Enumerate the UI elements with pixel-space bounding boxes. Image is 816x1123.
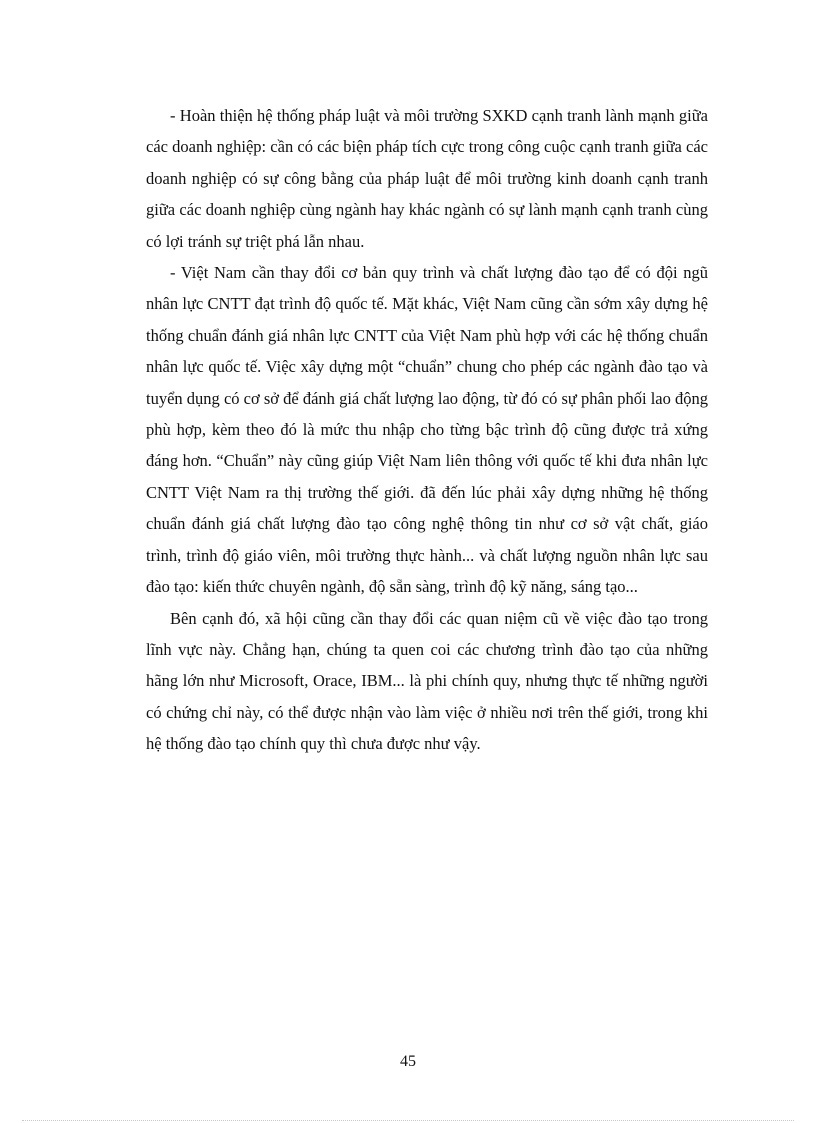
- paragraph-social-perception: Bên cạnh đó, xã hội cũng cần thay đổi các quan niệm cũ về việc đào tạo trong lĩnh vực này. Chẳng hạn, chúng ta quen coi các chương trình đào tạo của những hãng lớn như Microsoft, Orace, IBM... là phi chính quy, nhưng thực tế những người có chứng chỉ này, có thể được nhận vào làm việc ở nhiều nơi trên thế giới, trong khi hệ thống đào tạo chính quy thì chưa được như vậy.: [146, 608, 708, 754]
- page-number: 45: [400, 1053, 416, 1070]
- paragraph-competition-law: - Hoàn thiện hệ thống pháp luật và môi trường SXKD cạnh tranh lành mạnh giữa các doanh nghiệp: cần có các biện pháp tích cực trong công cuộc cạnh tranh giữa các doanh nghiệp có sự công bằng của pháp luật để môi trường kinh doanh cạnh tranh giữa các doanh nghiệp cùng ngành hay khác ngành có sự lành mạnh cạnh tranh cùng có lợi tránh sự triệt phá lẫn nhau.: [146, 106, 708, 251]
- footer-divider: [22, 1120, 794, 1121]
- paragraph-it-training-standards: - Việt Nam cần thay đổi cơ bản quy trình và chất lượng đào tạo để có đội ngũ nhân lực CNTT đạt trình độ quốc tế. Mặt khác, Việt Nam cũng cần sớm xây dựng hệ thống chuẩn đánh giá nhân lực CNTT của Việt Nam phù hợp với các hệ thống chuẩn nhân lực quốc tế. Việc xây dựng một “chuẩn” chung cho phép các ngành đào tạo và tuyển dụng có cơ sở để đánh giá chất lượng lao động, từ đó có sự phân phối lao động phù hợp, kèm theo đó là mức thu nhập cho từng bậc trình độ cũng được trả xứng đáng hơn. “Chuẩn” này cũng giúp Việt Nam liên thông với quốc tế khi đưa nhân lực CNTT Việt Nam ra thị trường thế giới. đã đến lúc phải xây dựng những hệ thống chuẩn đánh giá chất lượng đào tạo công nghệ thông tin như cơ sở vật chất, giáo trình, trình độ giáo viên, môi trường thực hành... và chất lượng nguồn nhân lực sau đào tạo: kiến thức chuyên ngành, độ sẵn sàng, trình độ kỹ năng, sáng tạo...: [146, 263, 708, 597]
- body-text: [146, 100, 708, 760]
